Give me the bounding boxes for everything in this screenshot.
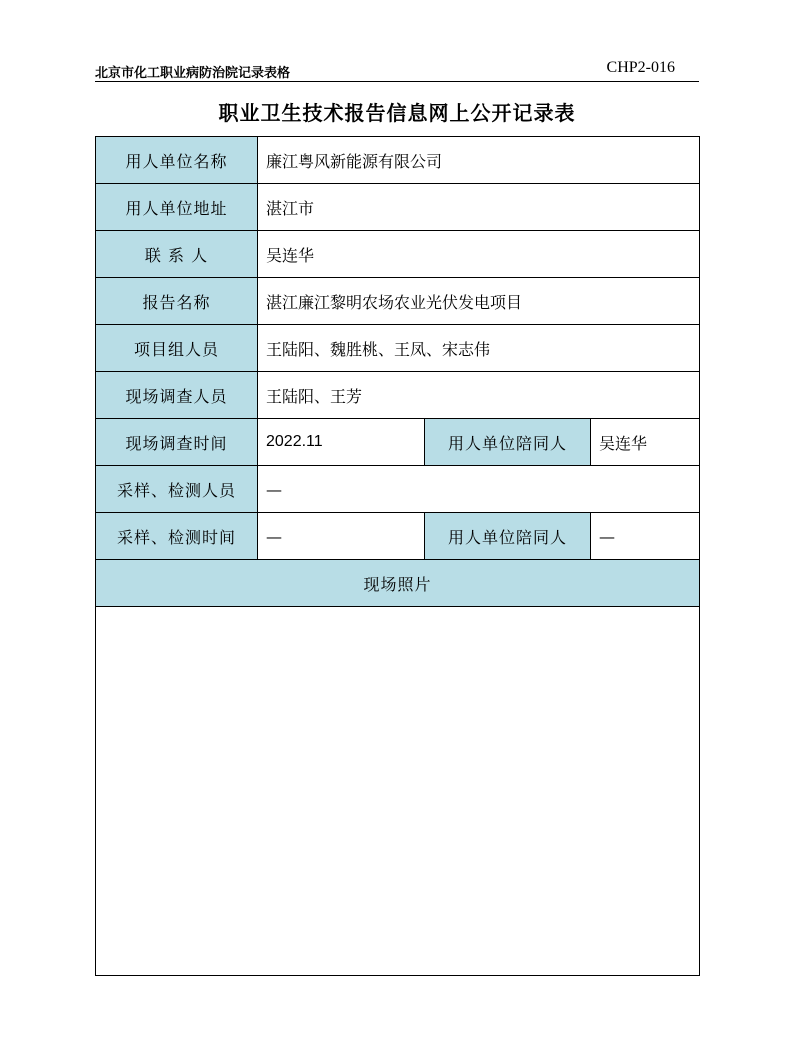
row-contact [96, 231, 700, 278]
team-label: 项目组人员 [96, 325, 258, 372]
sampling-time-label: 采样、检测时间 [96, 513, 258, 560]
row-survey-time [96, 419, 700, 466]
survey-staff-label: 现场调查人员 [96, 372, 258, 419]
row-sampling-time [96, 513, 700, 560]
record-table [95, 136, 700, 976]
row-sampling-staff [96, 466, 700, 513]
contact-value: 吴连华 [258, 231, 700, 278]
row-photos-area [96, 607, 700, 976]
photos-label: 现场照片 [96, 560, 700, 607]
row-survey-staff [96, 372, 700, 419]
photos-area [96, 607, 700, 976]
employer-address-value: 湛江市 [258, 184, 700, 231]
team-value: 王陆阳、魏胜桃、王凤、宋志伟 [258, 325, 700, 372]
survey-time-label: 现场调查时间 [96, 419, 258, 466]
row-team [96, 325, 700, 372]
form-title: 职业卫生技术报告信息网上公开记录表 [218, 101, 576, 125]
sampling-time-value: — [258, 513, 425, 560]
contact-label: 联 系 人 [96, 231, 258, 278]
survey-staff-value: 王陆阳、王芳 [258, 372, 700, 419]
sampling-staff-label: 采样、检测人员 [96, 466, 258, 513]
sampling-escort-value: — [591, 513, 700, 560]
survey-time-value: 2022.11 [258, 419, 425, 466]
org-name: 北京市化工职业病防治院记录表格 [95, 66, 291, 81]
employer-name-label: 用人单位名称 [96, 137, 258, 184]
row-employer-name [96, 137, 700, 184]
survey-escort-label: 用人单位陪同人 [425, 419, 591, 466]
employer-name-value: 廉江粤风新能源有限公司 [258, 137, 700, 184]
employer-address-label: 用人单位地址 [96, 184, 258, 231]
row-report-name [96, 278, 700, 325]
sampling-staff-value: — [258, 466, 700, 513]
report-name-value: 湛江廉江黎明农场农业光伏发电项目 [258, 278, 700, 325]
row-employer-address [96, 184, 700, 231]
sampling-escort-label: 用人单位陪同人 [425, 513, 591, 560]
header-divider [95, 81, 699, 82]
row-photos-header [96, 560, 700, 607]
survey-escort-value: 吴连华 [591, 419, 700, 466]
report-name-label: 报告名称 [96, 278, 258, 325]
doc-code: CHP2-016 [606, 59, 675, 76]
